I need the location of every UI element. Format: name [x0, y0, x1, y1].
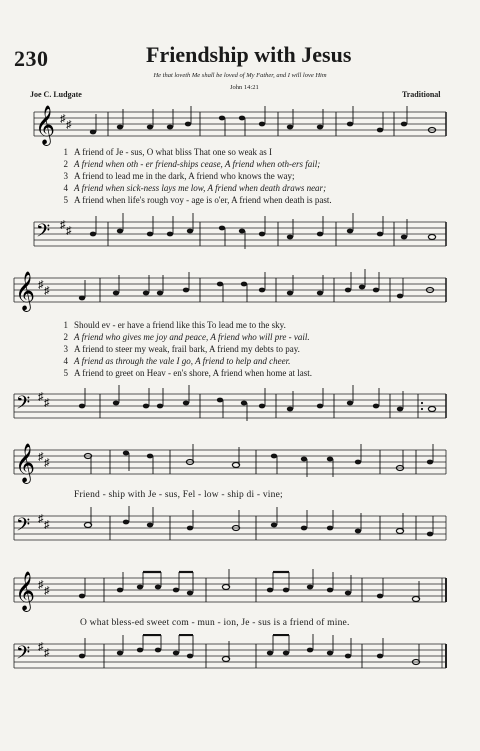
verse-4-line-2: 4 A friend as through the vale I go, A friend to help and cheer.	[63, 356, 291, 366]
epigraph: He that loveth Me shall be loved of My Father, and I will love Him	[153, 72, 327, 79]
svg-text:𝄢: 𝄢	[16, 643, 31, 668]
svg-text:♯: ♯	[44, 457, 50, 469]
svg-text:♯: ♯	[66, 225, 72, 237]
verse-5-line-1: 5 A friend when life's rough voy - age is o'er, A friend when death is past.	[63, 195, 332, 205]
verse-2-line-2: 2 A friend who gives me joy and peace, A friend who will pre - vail.	[63, 332, 310, 342]
svg-text:♯: ♯	[44, 519, 50, 531]
system3-bass-staff	[0, 506, 480, 556]
verse-4-line-1: 4 A friend when sick-ness lays me low, A friend when death draws near;	[63, 183, 327, 193]
svg-text:𝄞: 𝄞	[15, 443, 36, 483]
svg-text:𝄢: 𝄢	[16, 393, 31, 418]
svg-text:♯: ♯	[38, 451, 44, 463]
hymn-title: Friendship with Jesus	[146, 42, 352, 67]
refrain-line-1: Friend - ship with Je - sus, Fel - low - ship di - vine;	[74, 490, 283, 500]
svg-text:♯: ♯	[44, 397, 50, 409]
verse-2-line-1: 2 A friend when oth - er friend-ships cease, A friend when oth-ers fail;	[63, 159, 321, 169]
svg-text:♯: ♯	[38, 279, 44, 291]
svg-text:♯: ♯	[66, 119, 72, 131]
system1-bass-staff	[0, 212, 480, 262]
system4-bass-staff	[0, 634, 480, 684]
svg-text:♯: ♯	[38, 513, 44, 525]
svg-text:♯: ♯	[38, 391, 44, 403]
verse-3-line-1: 3 A friend to lead me in the dark, A friend who knows the way;	[63, 171, 295, 181]
system3-treble-staff	[0, 440, 480, 490]
svg-text:♯: ♯	[44, 647, 50, 659]
svg-text:♯: ♯	[60, 219, 66, 231]
hymn-number: 230	[14, 46, 49, 71]
system2-bass-staff	[0, 384, 480, 434]
verse-5-line-2: 5 A friend to greet on Heav - en's shore, A friend when home at last.	[63, 368, 313, 378]
refrain-line-2: O what bless-ed sweet com - mun - ion, Je - sus is a friend of mine.	[80, 618, 350, 628]
svg-text:𝄢: 𝄢	[16, 515, 31, 540]
author-credit: Joe C. Ludgate	[30, 90, 82, 99]
verse-1-line-2: 1 Should ev - er have a friend like this To lead me to the sky.	[63, 320, 286, 330]
svg-text:♯: ♯	[38, 641, 44, 653]
svg-text:𝄞: 𝄞	[35, 105, 56, 145]
tune-credit: Traditional	[402, 90, 441, 99]
scripture-reference: John 14:21	[230, 84, 259, 91]
svg-text:♯: ♯	[60, 113, 66, 125]
svg-text:𝄢: 𝄢	[36, 221, 51, 246]
svg-text:𝄞: 𝄞	[15, 571, 36, 611]
verse-1-line-1: 1 A friend of Je - sus, O what bliss That one so weak as I	[63, 147, 273, 157]
svg-text:♯: ♯	[38, 579, 44, 591]
system4-treble-staff	[0, 568, 480, 618]
verse-3-line-2: 3 A friend to steer my weak, frail bark, A friend my debts to pay.	[63, 344, 300, 354]
system1-treble-staff	[0, 102, 480, 152]
svg-text:𝄞: 𝄞	[15, 271, 36, 311]
svg-text:♯: ♯	[44, 285, 50, 297]
system2-treble-staff	[0, 268, 480, 318]
svg-text:♯: ♯	[44, 585, 50, 597]
